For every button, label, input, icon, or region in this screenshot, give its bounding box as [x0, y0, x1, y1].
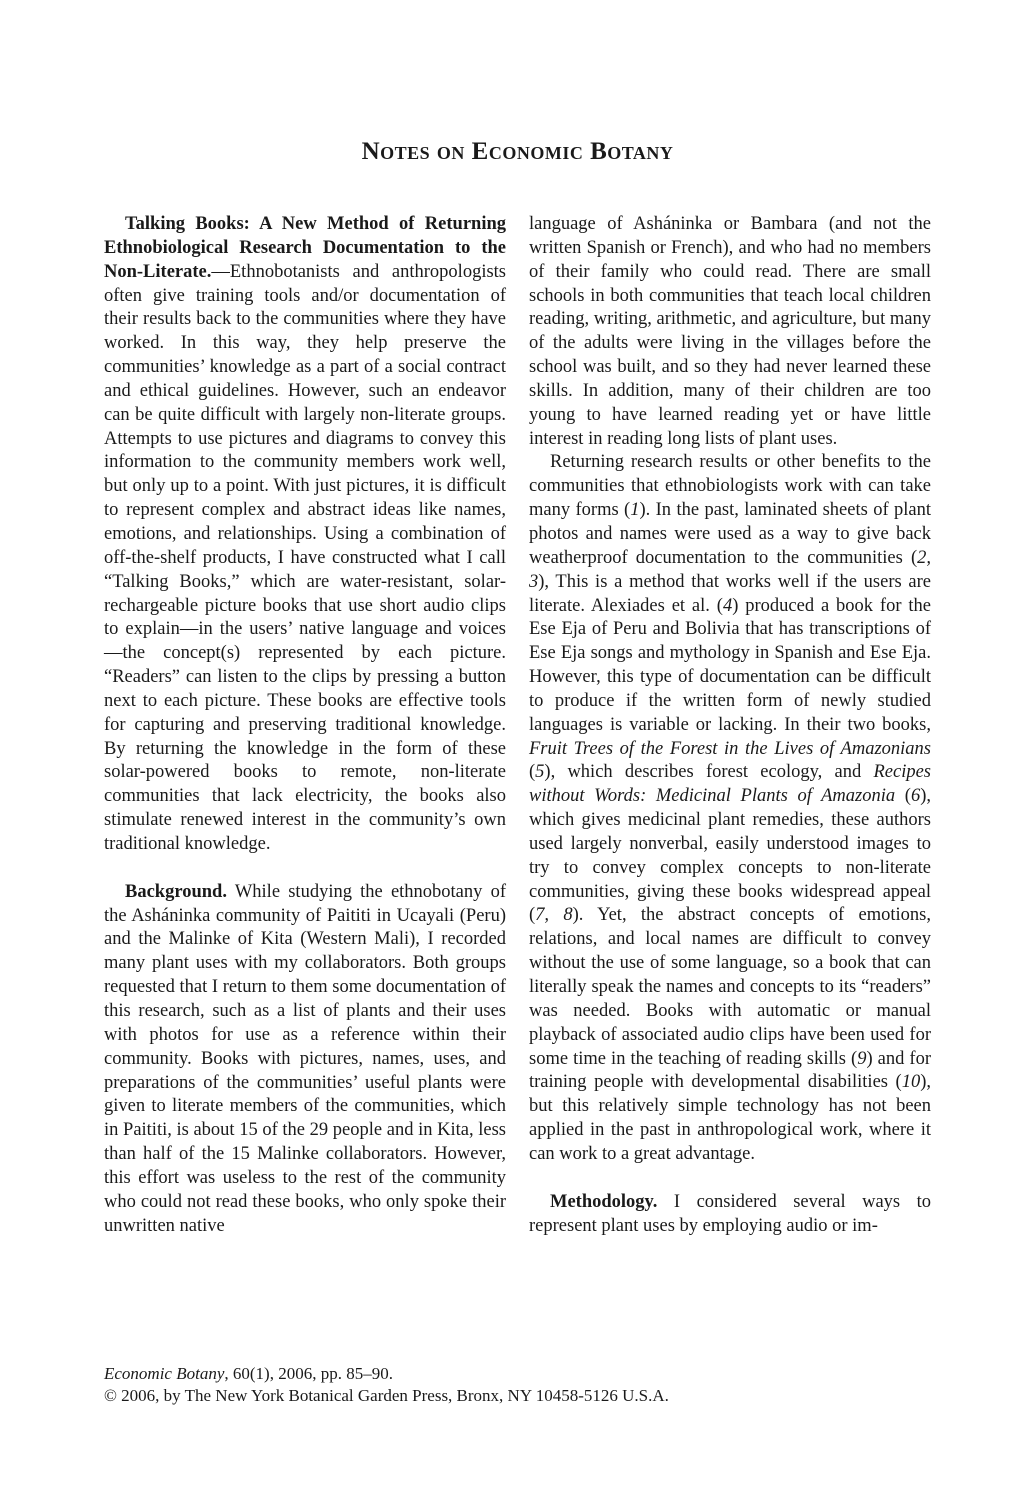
right-column	[529, 213, 931, 1238]
citation-ref: 9	[857, 1048, 867, 1069]
book-title: Fruit Trees of the Forest in the Lives of Amazonians	[529, 738, 931, 759]
footer	[104, 1363, 944, 1407]
intro-paragraph	[104, 213, 506, 857]
body-text: Returning research results or other benefits to the communities that ethnobiologists work with can take many forms (	[529, 452, 931, 521]
body-text: ). In the past, laminated sheets of plant photos and names were used as a way to give back weatherproof documentation to the communities (	[529, 500, 931, 568]
methodology-heading: Methodology.	[550, 1191, 658, 1212]
body-text: ) produced a book for the Ese Eja of Peru and Bolivia that has transcriptions of Ese Eja songs and mythology in Spanish and Ese Eja. However, this type of documentation can be difficult to produce if the written form of newly studied languages is variable or lacking. In their two books,	[529, 595, 931, 735]
background-text: While studying the ethnobotany of the Asháninka community of Paititi in Ucayali (Peru) and the Malinke of Kita (Western Mali), I recorded many plant uses with my collaborators. Both groups requested that I return to them some documentation of this research, such as a list of plants and their uses with photos for use as a reference within their community. Books with pictures, names, uses, and preparations of the communities’ useful plants were given to literate members of the communities, which in Paititi, is about 15 of the 29 people and in Kita, less than half of the 15 Malinke collaborators. However, this effort was useless to the rest of the community who could not read these books, who only spoke their unwritten native	[104, 881, 506, 1236]
citation-ref: 7, 8	[535, 905, 573, 926]
body-text: ), which describes forest ecology, and	[544, 762, 874, 783]
book-title: Recipes without Words: Medicinal Plants of Amazonia	[529, 762, 931, 807]
intro-text: —Ethnobotanists and anthropologists often give training tools and/or documentation of their results back to the communities where they have worked. In this way, they help preserve the communities’ knowledge as a part of a social contract and ethical guidelines. However, such an endeavor can be quite difficult with largely non-literate groups. Attempts to use pictures and diagrams to convey this information to the community members work well, but only up to a point. With just pictures, it is difficult to represent complex and abstract ideas like names, emotions, and relationships. Using a combination of off-the-shelf products, I have constructed what I call “Talking Books,” which are water-resistant, solar-rechargeable picture books that use short audio clips to explain—in the users’ native language and voices—the concept(s) represented by each picture. “Readers” can listen to the clips by pressing a button next to each picture. These books are effective tools for capturing and preserving traditional knowledge. By returning the knowledge in the form of these solar-powered books to remote, non-literate communities that lack electricity, the books also stimulate renewed interest in the community’s own traditional knowledge.	[104, 261, 506, 854]
methodology-text: I considered several ways to represent plant uses by employing audio or im-	[529, 1191, 931, 1236]
copyright-notice: © 2006, by The New York Botanical Garden Press, Bronx, NY 10458-5126 U.S.A.	[104, 1386, 669, 1405]
citation-ref: 1	[630, 500, 640, 521]
citation-ref: 5	[535, 762, 545, 783]
body-text: (	[529, 762, 536, 783]
citation-ref: 2, 3	[529, 547, 931, 592]
body-text: (	[895, 786, 911, 807]
citation-ref: 4	[722, 595, 733, 616]
background-heading: Background.	[125, 881, 227, 902]
returning-results-paragraph	[529, 451, 931, 1166]
journal-issue: , 60(1), 2006, pp. 85–90.	[224, 1364, 393, 1383]
left-column	[104, 213, 506, 1238]
body-text: ), but this relatively simple technology has not been applied in the past in anthropological work, where it can work to a great advantage.	[529, 1072, 931, 1164]
body-text: ) and for training people with developmental disabilities (	[529, 1048, 931, 1093]
article-heading: Talking Books: A New Method of Returning Ethnobiological Research Documentation to the Non-Literate.	[104, 214, 506, 282]
journal-name: Economic Botany	[104, 1364, 225, 1383]
background-paragraph	[104, 881, 506, 1239]
body-text: ). Yet, the abstract concepts of emotions, relations, and local names are difficult to convey without the use of some language, so a book that can literally speak the names and concepts to its “readers” was needed. Books with automatic or manual playback of associated audio clips have been used for some time in the teaching of reading skills (	[529, 905, 931, 1069]
citation-ref: 10	[901, 1072, 921, 1093]
methodology-paragraph	[529, 1191, 931, 1239]
journal-citation	[104, 1363, 944, 1385]
citation-ref: 6	[910, 786, 921, 807]
body-text: ), which gives medicinal plant remedies, these authors used largely nonverbal, easily understood images to try to convey complex concepts to non-literate communities, giving these books widespread appeal (	[529, 786, 931, 926]
background-continued-paragraph: language of Asháninka or Bambara (and not the written Spanish or French), and who had no members of their family who could read. There are small schools in both communities that teach local children reading, writing, arithmetic, and agriculture, but many of the adults were living in the villages before the school was built, and so they had never learned these skills. In addition, many of their children are too young to have learned reading yet or have little interest in reading long lists of plant uses.	[529, 214, 931, 449]
page-title: Notes on Economic Botany	[361, 138, 674, 165]
body-text: ), This is a method that works well if the users are literate. Alexiades et al. (	[529, 571, 931, 616]
